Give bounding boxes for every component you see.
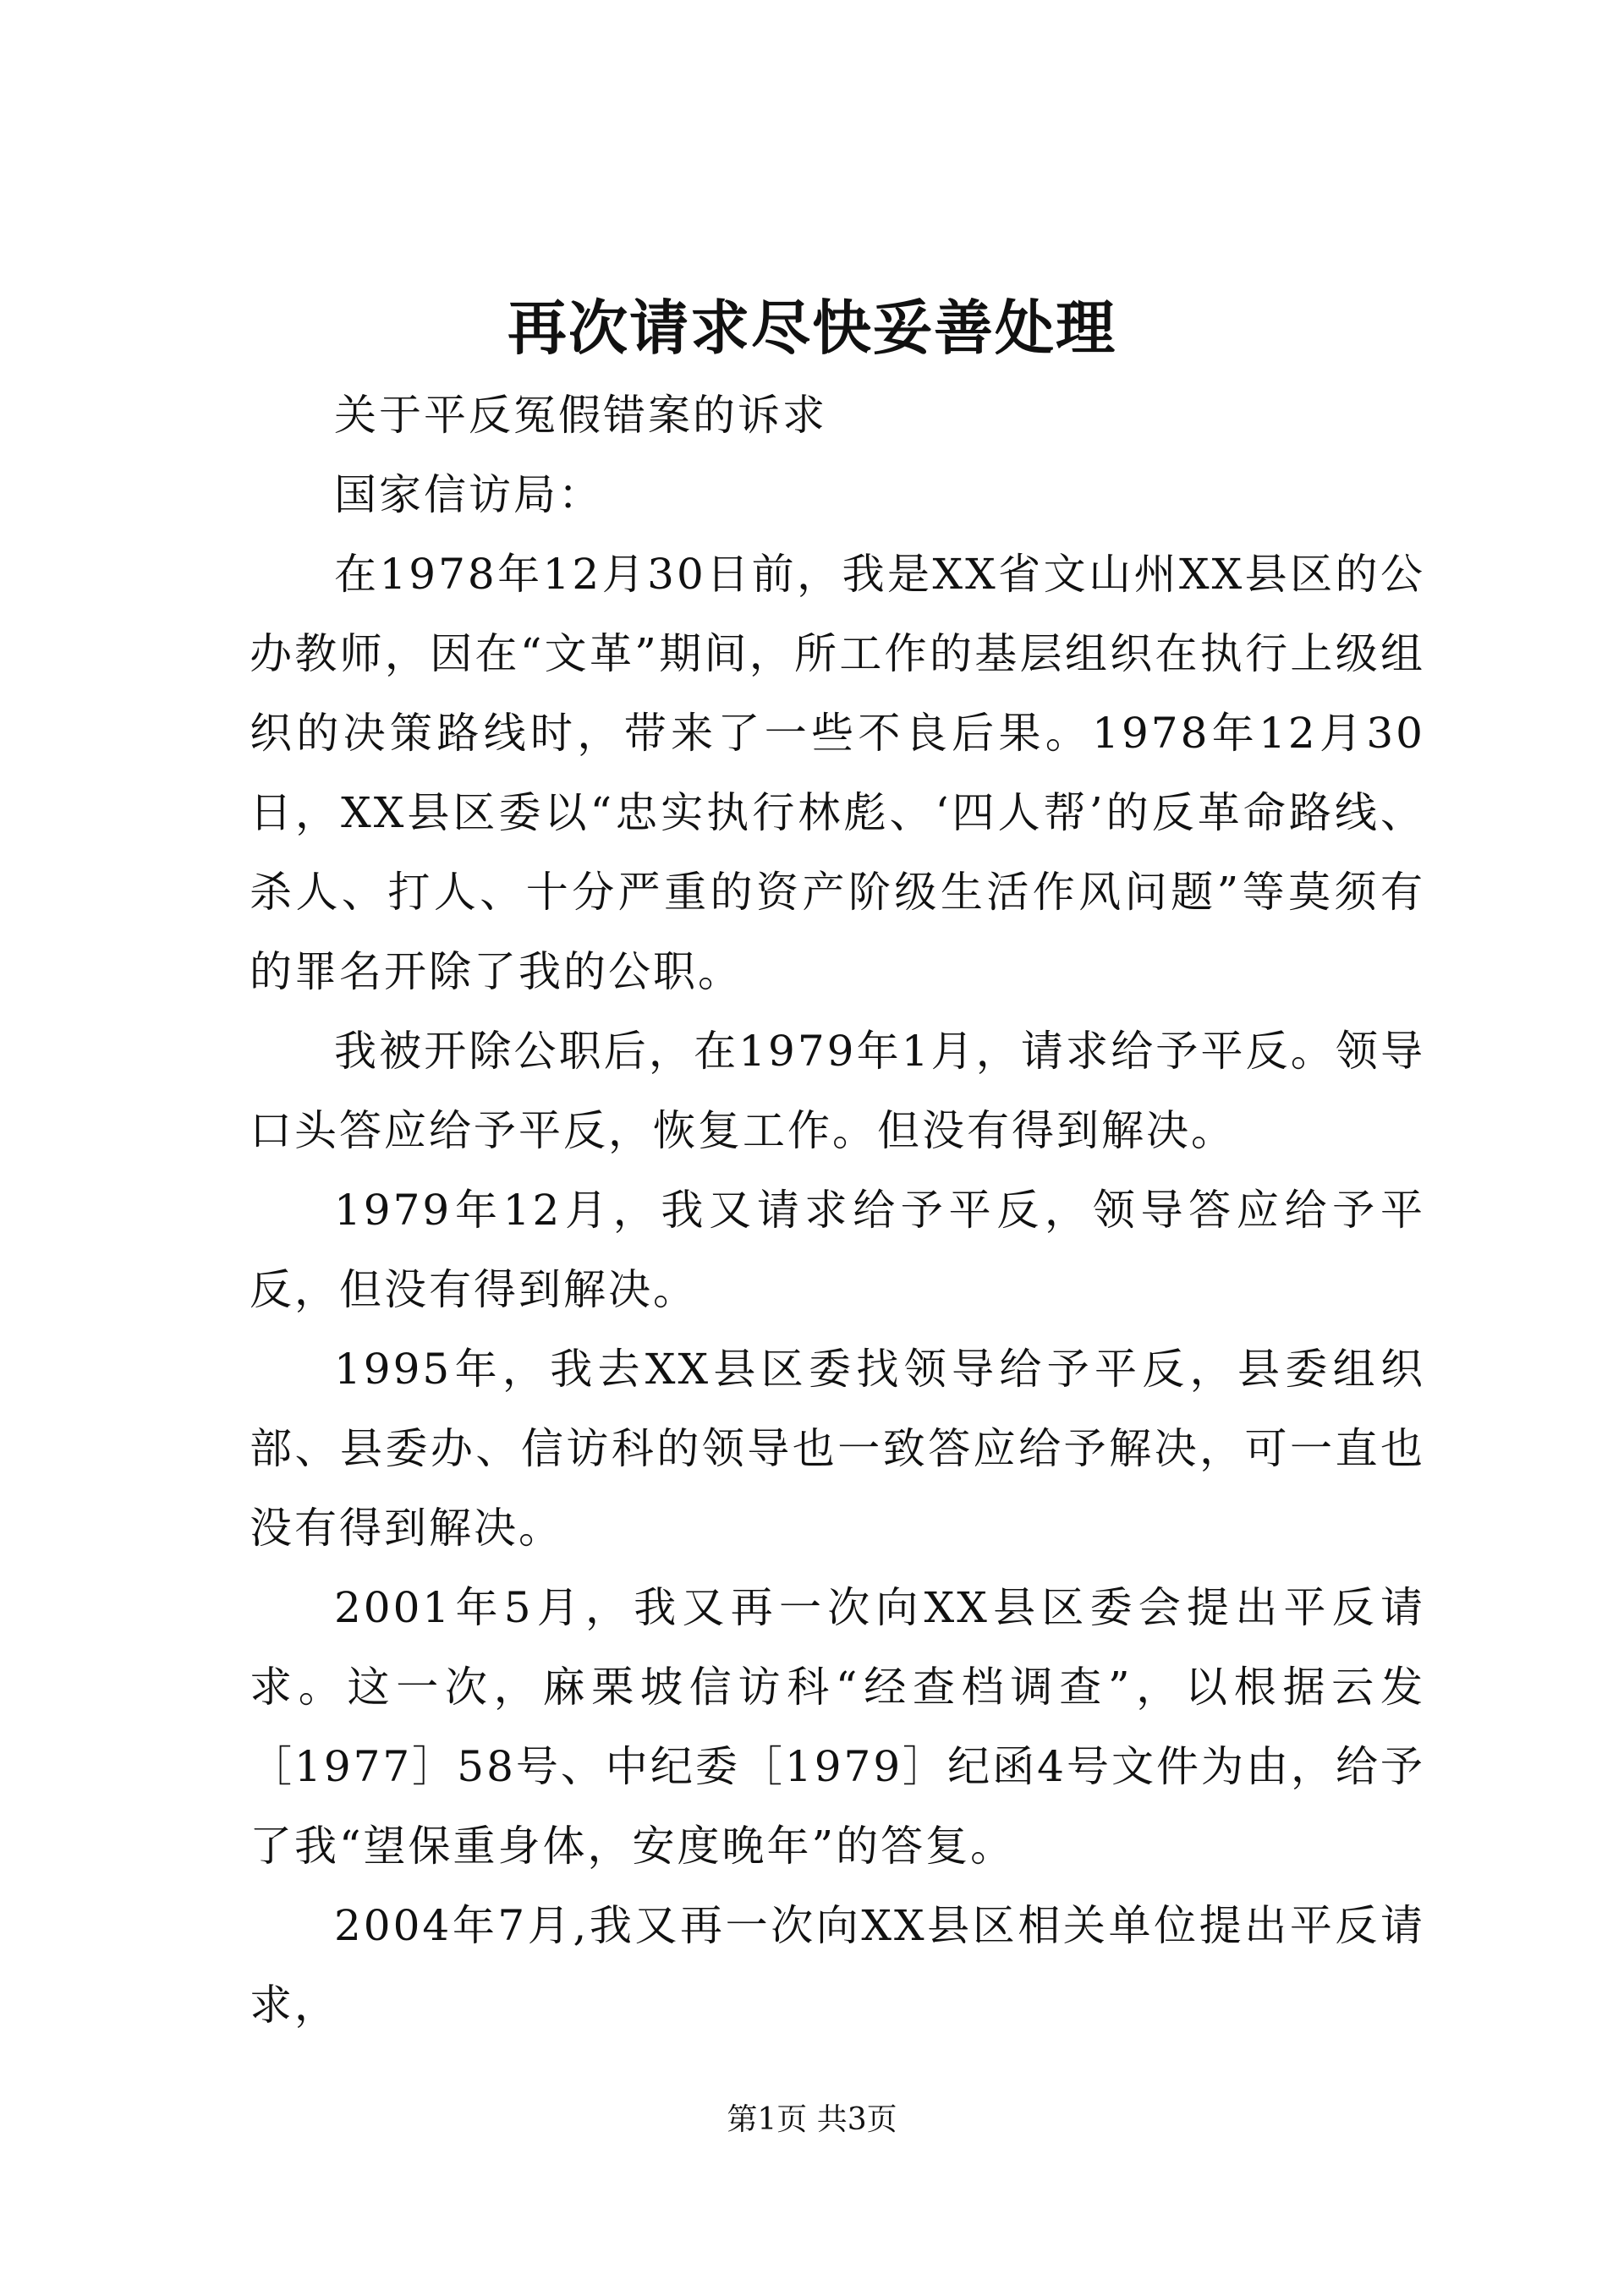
- page-footer: 第1页 共3页: [727, 2102, 897, 2137]
- paragraph-1979-december: 1979年12月，我又请求给予平反，领导答应给予平反，但没有得到解决。: [250, 1186, 1425, 1314]
- paragraph-2001: 2001年5月，我又再一次向XX县区委会提出平反请求。这一次，麻栗坡信访科“经查档调查”，以根据云发［1977］58号、中纪委［1979］纪函4号文件为由，给予了我“望保重身体，安度晚年”的答复。: [250, 1583, 1425, 1871]
- paragraph-subject: 关于平反冤假错案的诉求: [334, 391, 827, 440]
- paragraph-2004: 2004年7月,我又再一次向XX县区相关单位提出平反请求，: [250, 1901, 1425, 2030]
- paragraph-1995: 1995年，我去XX县区委找领导给予平反，县委组织部、县委办、信访科的领导也一致答应给予解决，可一直也没有得到解决。: [250, 1345, 1425, 1553]
- document-body: [250, 375, 1425, 2045]
- document-title: 再次请求尽快妥善处理: [508, 293, 1116, 363]
- paragraph-background: 在1978年12月30日前，我是XX省文山州XX县区的公办教师，因在“文革”期间，所工作的基层组织在执行上级组织的决策路线时，带来了一些不良后果。1978年12月30日，XX县区委以“忠实执行林彪、‘四人帮’的反革命路线、杀人、打人、十分严重的资产阶级生活作风问题”等莫须有的罪名开除了我的公职。: [250, 550, 1425, 996]
- paragraph-1979-january: 我被开除公职后，在1979年1月，请求给予平反。领导口头答应给予平反，恢复工作。但没有得到解决。: [250, 1027, 1425, 1155]
- paragraph-salutation: 国家信访局：: [334, 470, 603, 519]
